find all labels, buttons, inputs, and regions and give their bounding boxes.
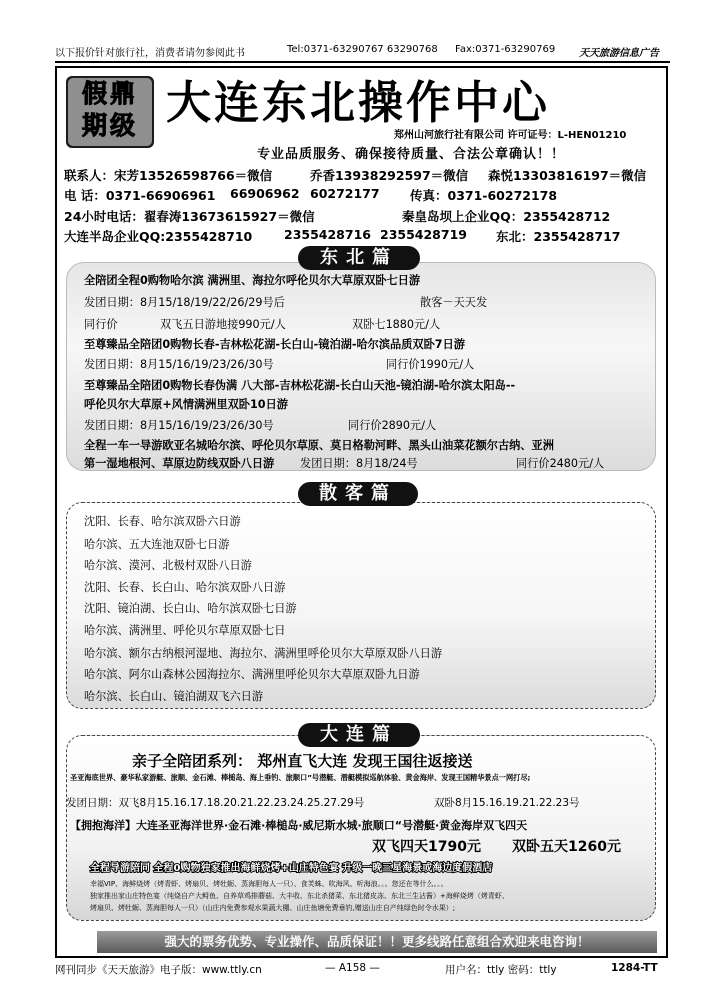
page-title: 大连东北操作中心	[166, 76, 551, 129]
ne-route-2: 至尊臻品全陪团0购物长春-吉林松花湖-长白山-镜泊湖-哈尔滨品质双卧7日游	[84, 338, 465, 351]
ne-1-dates: 发团日期：8月15/18/19/22/26/29号后	[84, 296, 285, 309]
ne-3-price: 同行价2890元/人	[348, 419, 437, 432]
contact-person-3: 森悦13303816197＝微信	[488, 168, 647, 183]
sanke-route-6: 哈尔滨、满洲里、呼伦贝尔草原双卧七日	[84, 624, 286, 637]
dalian-title: 亲子全陪团系列： 郑州直飞大连 发现王国往返接送	[132, 752, 473, 770]
dalian-highlights: 圣亚海底世界、豪华私家游艇、旅顺、金石滩、棒槌岛、海上垂钓、旅顺口”号潜艇、潜艇模拟巡航体验、黄金海岸、发现王国精华景点一网打尽;	[70, 773, 531, 782]
dalian-price-train: 双卧五天1260元	[512, 839, 621, 855]
fax-number: 传真：0371-60272178	[410, 188, 558, 203]
sanke-route-4: 沈阳、长春、长白山、哈尔滨双卧八日游	[84, 581, 286, 594]
ne-route-1: 全陪团全程0购物哈尔滨 满洲里、海拉尔呼伦贝尔大草原双卧七日游	[84, 274, 421, 287]
footer-website: 网刊同步《天天旅游》电子版：www.ttly.cn	[55, 964, 262, 976]
ne-route-3-cont: 呼伦贝尔大草原+风情满洲里双卧10日游	[84, 398, 288, 411]
ne-1-price-label: 同行价	[84, 318, 118, 331]
phone-1: 电 话：0371-66906961	[64, 188, 216, 203]
northeast-qq: 东北：2355428717	[496, 229, 621, 244]
service-slogan: 专业品质服务、确保接待质量、合法公章确认！！	[257, 147, 566, 162]
phone-3: 60272177	[310, 186, 380, 201]
ne-route-4: 全程一车一导游欧亚名城哈尔滨、呼伦贝尔草原、莫日格勒河畔、黑头山油菜花额尔古纳、亚洲	[84, 439, 554, 452]
notice-text: 以下报价针对旅行社，消费者请勿参阅此书	[55, 48, 245, 59]
logo-line-1: 假鼎	[81, 79, 138, 108]
fax-text: Fax:0371-63290769	[455, 44, 556, 55]
sanke-route-3: 哈尔滨、漠河、北极村双卧八日游	[84, 559, 252, 572]
sanke-route-7: 哈尔滨、额尔古纳根河湿地、海拉尔、满洲里呼伦贝尔大草原双卧八日游	[84, 647, 443, 660]
contact-row-2	[64, 186, 664, 202]
ne-3-dates: 发团日期：8月15/16/19/23/26/30号	[84, 419, 274, 432]
logo-line-2: 期级	[81, 111, 138, 140]
ne-route-1-prices	[84, 316, 644, 332]
top-notice-bar	[55, 44, 670, 60]
northeast-section-header: 东北篇	[298, 246, 420, 270]
hotline: 24小时电话：翟春涛13673615927＝微信	[64, 209, 315, 224]
sanke-route-2: 哈尔滨、五大连池双卧七日游	[84, 538, 230, 551]
sanke-route-5: 沈阳、镜泊湖、长白山、哈尔滨双卧七日游	[84, 602, 297, 615]
page-footer	[55, 962, 670, 978]
footer-page-number: — A158 —	[325, 962, 380, 974]
ne-4-name: 第一湿地根河、草原边防线双卧八日游	[84, 457, 275, 470]
dalian-qq: 大连半岛企业QQ:2355428710	[64, 229, 253, 244]
ne-route-4-cont	[84, 455, 644, 471]
ne-4-dates: 发团日期：8月18/24号	[300, 457, 418, 470]
company-logo	[66, 76, 154, 148]
contact-person-1: 联系人：宋芳13526598766＝微信	[64, 168, 273, 183]
ne-1-price-flight: 双飞五日游地接990元/人	[160, 318, 286, 331]
ne-2-price: 同行价1990元/人	[386, 358, 475, 371]
top-divider	[55, 61, 670, 63]
bottom-banner: 强大的票务优势、专业操作、品质保证！！更多线路任意组合欢迎来电咨询！	[97, 931, 657, 953]
sanke-route-9: 哈尔滨、长白山、镜泊湖双飞六日游	[84, 690, 264, 703]
ne-4-price: 同行价2480元/人	[516, 457, 605, 470]
ne-route-2-info	[84, 356, 644, 372]
dalian-note-2: 独家推出家山庄特色宴（纯烧自产大鲟鱼、自养草鸡排蘑菇、大丰收、东北杀猪菜、东北猪皮冻、东北三生沾酱）+海鲜烧烤（烤青虾、	[90, 892, 509, 900]
sanke-route-8: 哈尔滨、阿尔山森林公园海拉尔、满洲里呼伦贝尔大草原双卧九日游	[84, 668, 420, 681]
ne-route-3: 至尊臻品全陪团0购物长春伪满 八大部-吉林松花湖-长白山天池-镜泊湖-哈尔滨太阳岛--	[84, 379, 516, 392]
dalian-promo: 全程导游陪同 全程0购物独家推出海鲜烧烤+山庄特色宴 升级一晚三星海景或海边度假酒店	[90, 863, 493, 874]
contact-row-3	[64, 207, 664, 223]
dalian-product: 【拥抱海洋】大连圣亚海洋世界·金石滩·棒槌岛·威尼斯水城·旅顺口“号潜艇·黄金海岸双飞四天	[70, 819, 528, 832]
qq-2: 2355428716	[284, 227, 371, 242]
company-license: 郑州山河旅行社有限公司 许可证号：L-HEN01210	[394, 130, 627, 141]
tel-text: Tel:0371-63290767 63290768	[287, 44, 438, 55]
ne-route-1-dates	[84, 294, 644, 310]
sanke-route-1: 沈阳、长春、哈尔滨双卧六日游	[84, 515, 241, 528]
contact-person-2: 乔香13938292597＝微信	[310, 168, 469, 183]
dalian-note-1: 幸福VIP、海鲜烧烤（烤青虾、烤扇贝、烤牡蛎、蒸海胆每人一只）、食芙蛛、吹海风、听海浪。。。您还在等什么。。。	[90, 880, 448, 888]
logo-text	[68, 78, 152, 146]
sanke-section-header: 散客篇	[298, 482, 418, 506]
qhd-qq: 秦皇岛坝上企业QQ：2355428712	[402, 209, 611, 224]
footer-login: 用户名：ttly 密码：ttly	[445, 964, 557, 976]
dalian-dates-train: 双卧8月15.16.19.21.22.23号	[434, 797, 580, 809]
phone-2: 66906962	[230, 186, 300, 201]
ne-2-dates: 发团日期：8月15/16/19/23/26/30号	[84, 358, 274, 371]
dalian-section-header: 大连篇	[298, 723, 420, 747]
dalian-dates-flight: 发团日期：双飞8月15.16.17.18.20.21.22.23.24.25.27.29号	[66, 797, 365, 809]
brand-text: 天天旅游信息广告	[579, 48, 659, 59]
qq-3: 2355428719	[380, 227, 467, 242]
dalian-price-flight: 双飞四天1790元	[372, 839, 481, 855]
ne-1-price-train: 双卧七1880元/人	[352, 318, 441, 331]
contact-row-4	[64, 227, 664, 243]
dalian-note-3: 烤扇贝、烤牡蛎、蒸海胆每人一只）（山庄内免费参观水果蔬大棚、山庄鱼塘免费垂钓,赠送山庄自产纯绿色时令水果）;	[90, 904, 456, 912]
ne-route-3-info	[84, 417, 644, 433]
contact-row-1	[64, 166, 664, 182]
footer-issue: 1284-TT	[611, 962, 658, 974]
ne-1-daily: 散客－天天发	[420, 296, 488, 309]
